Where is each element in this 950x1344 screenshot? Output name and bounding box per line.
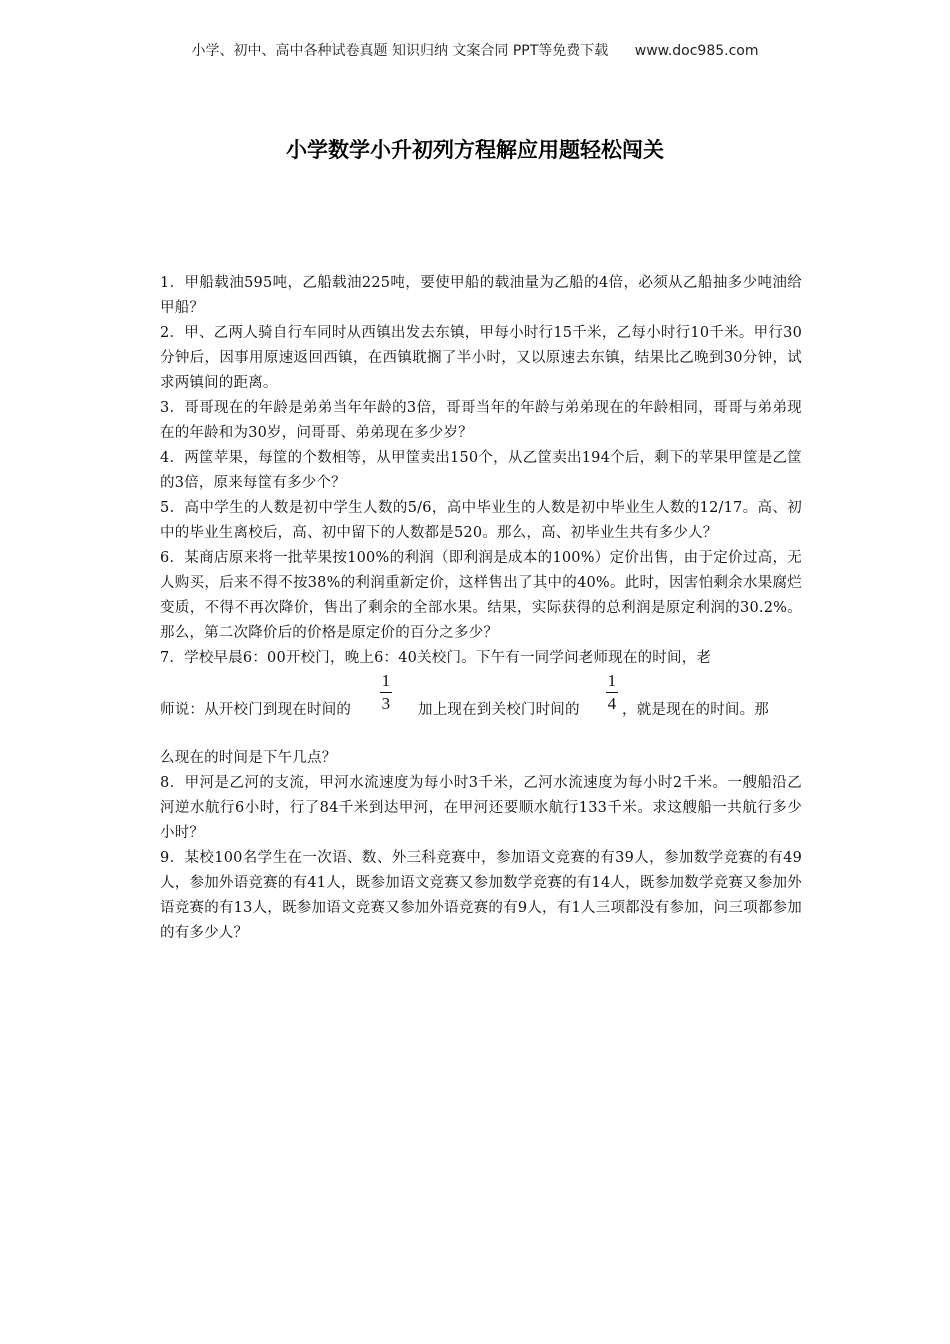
question-8: 8．甲河是乙河的支流，甲河水流速度为每小时3千米，乙河水流速度为每小时2千米。一艘船沿乙河逆水航行6小时，行了84千米到达甲河，在甲河还要顺水航行133千米。求这艘船一共航行多少小时？ (160, 775, 802, 841)
header-site-link[interactable]: www.doc985.com (634, 43, 759, 59)
fraction-one-fourth-denominator: 4 (607, 694, 617, 713)
document-title: 小学数学小升初列方程解应用题轻松闯关 (286, 138, 664, 162)
question-2: 2．甲、乙两人骑自行车同时从西镇出发去东镇，甲每小时行15千米，乙每小时行10千米。甲行30分钟后，因事用原速返回西镇，在西镇耽搁了半小时，又以原速去东镇，结果比乙晚到30分钟，试求两镇间的距离。 (160, 325, 802, 391)
fraction-one-third-denominator: 3 (381, 694, 391, 713)
question-3: 3．哥哥现在的年龄是弟弟当年年龄的3倍，哥哥当年的年龄与弟弟现在的年龄相同，哥哥与弟弟现在的年龄和为30岁，问哥哥、弟弟现在多少岁？ (160, 400, 802, 441)
fraction-bar (606, 692, 618, 693)
question-9: 9．某校100名学生在一次语、数、外三科竞赛中，参加语文竞赛的有39人，参加数学竞赛的有49人，参加外语竞赛的有41人，既参加语文竞赛又参加数学竞赛的有14人，既参加数学竞赛又参加外语竞赛的有13人，既参加语文竞赛又参加外语竞赛的有9人，有1人三项都没有参加，问三项都参加的有多少人？ (160, 850, 802, 941)
fraction-one-third (380, 671, 392, 714)
question-7-line-3: 么现在的时间是下午几点？ (160, 750, 337, 766)
page-header (0, 40, 950, 60)
question-7-segment-1: 师说：从开校门到现在时间的 (160, 702, 352, 718)
question-7-fraction-line (160, 671, 802, 746)
question-5: 5．高中学生的人数是初中学生人数的5/6，高中毕业生的人数是初中毕业生人数的12/17。高、初中的毕业生离校后，高、初中留下的人数都是520。那么，高、初毕业生共有多少人？ (160, 500, 802, 541)
questions-body (160, 271, 802, 946)
fraction-one-fourth-numerator: 1 (607, 671, 617, 690)
question-7-line-1: 7．学校早晨6：00开校门，晚上6：40关校门。下午有一同学问老师现在的时间，老 (160, 650, 712, 666)
header-text: 小学、初中、高中各种试卷真题 知识归纳 文案合同 PPT等免费下载 (191, 43, 609, 59)
question-4: 4．两筐苹果，每筐的个数相等，从甲筐卖出150个，从乙筐卖出194个后，剩下的苹果甲筐是乙筐的3倍，原来每筐有多少个？ (160, 450, 802, 491)
question-1: 1．甲船载油595吨，乙船载油225吨，要使甲船的载油量为乙船的4倍，必须从乙船抽多少吨油给甲船？ (160, 275, 802, 316)
fraction-bar (380, 692, 392, 693)
question-7-segment-3: ，就是现在的时间。那 (622, 702, 769, 718)
question-7 (160, 646, 802, 771)
question-7-segment-2: 加上现在到关校门时间的 (418, 702, 580, 718)
fraction-one-fourth (606, 671, 618, 714)
fraction-one-third-numerator: 1 (381, 671, 391, 690)
question-6: 6．某商店原来将一批苹果按100%的利润（即利润是成本的100%）定价出售，由于定价过高，无人购买，后来不得不按38%的利润重新定价，这样售出了其中的40%。此时，因害怕剩余水果腐烂变质，不得不再次降价，售出了剩余的全部水果。结果，实际获得的总利润是原定利润的30.2%。那么，第二次降价后的价格是原定价的百分之多少？ (160, 550, 802, 641)
